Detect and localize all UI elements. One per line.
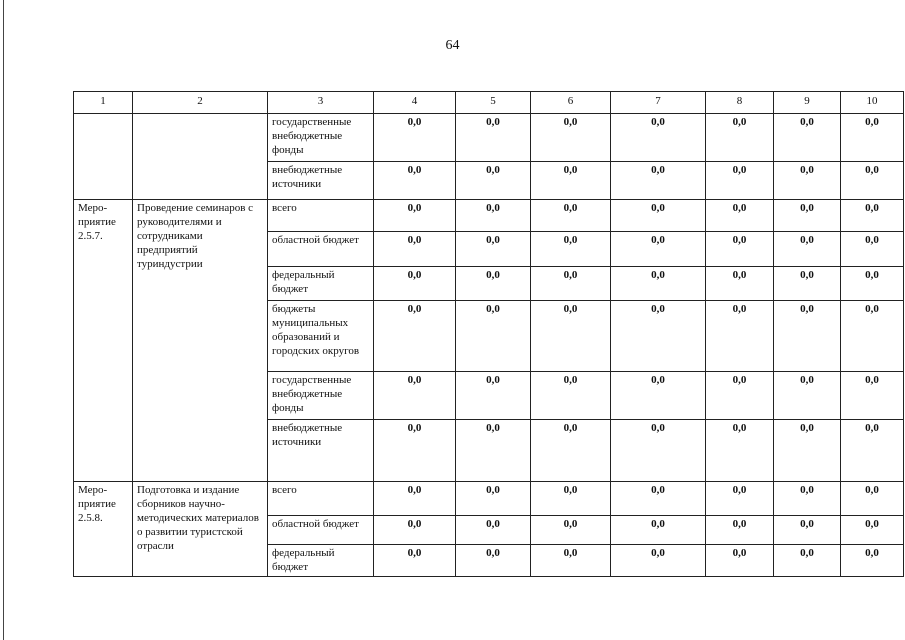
value-cell: 0,0 (611, 232, 706, 267)
value-cell: 0,0 (611, 420, 706, 482)
value-cell: 0,0 (841, 232, 904, 267)
value-cell: 0,0 (374, 232, 456, 267)
header-cell: 3 (268, 92, 374, 114)
value-cell: 0,0 (456, 545, 531, 577)
value-cell: 0,0 (456, 162, 531, 200)
value-cell: 0,0 (374, 267, 456, 301)
header-row (74, 92, 904, 114)
value-cell: 0,0 (374, 301, 456, 372)
value-cell: 0,0 (531, 516, 611, 545)
funding-source: государственные внебюджетные фонды (268, 372, 374, 420)
header-cell: 1 (74, 92, 133, 114)
value-cell: 0,0 (611, 267, 706, 301)
table-row (74, 482, 904, 516)
value-cell: 0,0 (774, 372, 841, 420)
value-cell: 0,0 (531, 114, 611, 162)
value-cell: 0,0 (531, 232, 611, 267)
value-cell: 0,0 (841, 301, 904, 372)
value-cell: 0,0 (774, 482, 841, 516)
value-cell: 0,0 (456, 516, 531, 545)
value-cell: 0,0 (374, 516, 456, 545)
value-cell: 0,0 (706, 200, 774, 232)
value-cell: 0,0 (456, 267, 531, 301)
value-cell: 0,0 (774, 232, 841, 267)
funding-source: всего (268, 200, 374, 232)
value-cell: 0,0 (706, 232, 774, 267)
value-cell: 0,0 (531, 162, 611, 200)
funding-source: федеральный бюджет (268, 545, 374, 577)
value-cell: 0,0 (456, 200, 531, 232)
value-cell: 0,0 (774, 267, 841, 301)
event-name-cell: Подготовка и издание сборников научно-методических материалов о развитии туристской отрасли (133, 482, 268, 577)
value-cell: 0,0 (706, 301, 774, 372)
event-name-cell (133, 114, 268, 200)
funding-source: областной бюджет (268, 516, 374, 545)
event-name-cell: Проведение семинаров с руководителями и сотрудниками предприятий туриндустрии (133, 200, 268, 482)
value-cell: 0,0 (841, 372, 904, 420)
value-cell: 0,0 (611, 162, 706, 200)
value-cell: 0,0 (706, 420, 774, 482)
value-cell: 0,0 (374, 420, 456, 482)
funding-source: всего (268, 482, 374, 516)
value-cell: 0,0 (531, 420, 611, 482)
value-cell: 0,0 (611, 545, 706, 577)
value-cell: 0,0 (456, 301, 531, 372)
funding-source: федеральный бюджет (268, 267, 374, 301)
value-cell: 0,0 (774, 114, 841, 162)
value-cell: 0,0 (456, 114, 531, 162)
value-cell: 0,0 (456, 372, 531, 420)
value-cell: 0,0 (456, 232, 531, 267)
table-row (74, 114, 904, 162)
value-cell: 0,0 (841, 420, 904, 482)
table-row (74, 200, 904, 232)
header-cell: 4 (374, 92, 456, 114)
funding-source: внебюджетные источники (268, 162, 374, 200)
value-cell: 0,0 (611, 114, 706, 162)
header-cell: 9 (774, 92, 841, 114)
value-cell: 0,0 (774, 516, 841, 545)
header-cell: 7 (611, 92, 706, 114)
value-cell: 0,0 (611, 372, 706, 420)
value-cell: 0,0 (374, 200, 456, 232)
value-cell: 0,0 (841, 482, 904, 516)
value-cell: 0,0 (611, 482, 706, 516)
value-cell: 0,0 (374, 545, 456, 577)
value-cell: 0,0 (841, 267, 904, 301)
header-cell: 5 (456, 92, 531, 114)
funding-source: внебюджетные источники (268, 420, 374, 482)
funding-source: бюджеты муниципальных образований и городских округов (268, 301, 374, 372)
value-cell: 0,0 (774, 545, 841, 577)
event-id-cell: Меро-приятие 2.5.8. (74, 482, 133, 577)
event-id-cell (74, 114, 133, 200)
value-cell: 0,0 (531, 482, 611, 516)
value-cell: 0,0 (841, 516, 904, 545)
value-cell: 0,0 (531, 372, 611, 420)
value-cell: 0,0 (706, 267, 774, 301)
value-cell: 0,0 (531, 200, 611, 232)
header-cell: 10 (841, 92, 904, 114)
page-number: 64 (445, 38, 460, 53)
value-cell: 0,0 (774, 420, 841, 482)
value-cell: 0,0 (774, 200, 841, 232)
value-cell: 0,0 (611, 200, 706, 232)
value-cell: 0,0 (611, 516, 706, 545)
value-cell: 0,0 (531, 545, 611, 577)
value-cell: 0,0 (841, 114, 904, 162)
value-cell: 0,0 (611, 301, 706, 372)
value-cell: 0,0 (456, 482, 531, 516)
value-cell: 0,0 (456, 420, 531, 482)
value-cell: 0,0 (374, 482, 456, 516)
value-cell: 0,0 (706, 372, 774, 420)
value-cell: 0,0 (531, 267, 611, 301)
value-cell: 0,0 (374, 162, 456, 200)
funding-source: государственные внебюджетные фонды (268, 114, 374, 162)
value-cell: 0,0 (706, 545, 774, 577)
header-cell: 8 (706, 92, 774, 114)
value-cell: 0,0 (841, 200, 904, 232)
value-cell: 0,0 (774, 301, 841, 372)
page-edge-line (3, 0, 4, 640)
value-cell: 0,0 (706, 482, 774, 516)
header-cell: 6 (531, 92, 611, 114)
value-cell: 0,0 (374, 114, 456, 162)
value-cell: 0,0 (706, 114, 774, 162)
value-cell: 0,0 (841, 545, 904, 577)
value-cell: 0,0 (706, 162, 774, 200)
funding-source: областной бюджет (268, 232, 374, 267)
event-id-cell: Меро-приятие 2.5.7. (74, 200, 133, 482)
value-cell: 0,0 (774, 162, 841, 200)
value-cell: 0,0 (531, 301, 611, 372)
value-cell: 0,0 (706, 516, 774, 545)
header-cell: 2 (133, 92, 268, 114)
value-cell: 0,0 (374, 372, 456, 420)
budget-table (73, 91, 904, 577)
value-cell: 0,0 (841, 162, 904, 200)
